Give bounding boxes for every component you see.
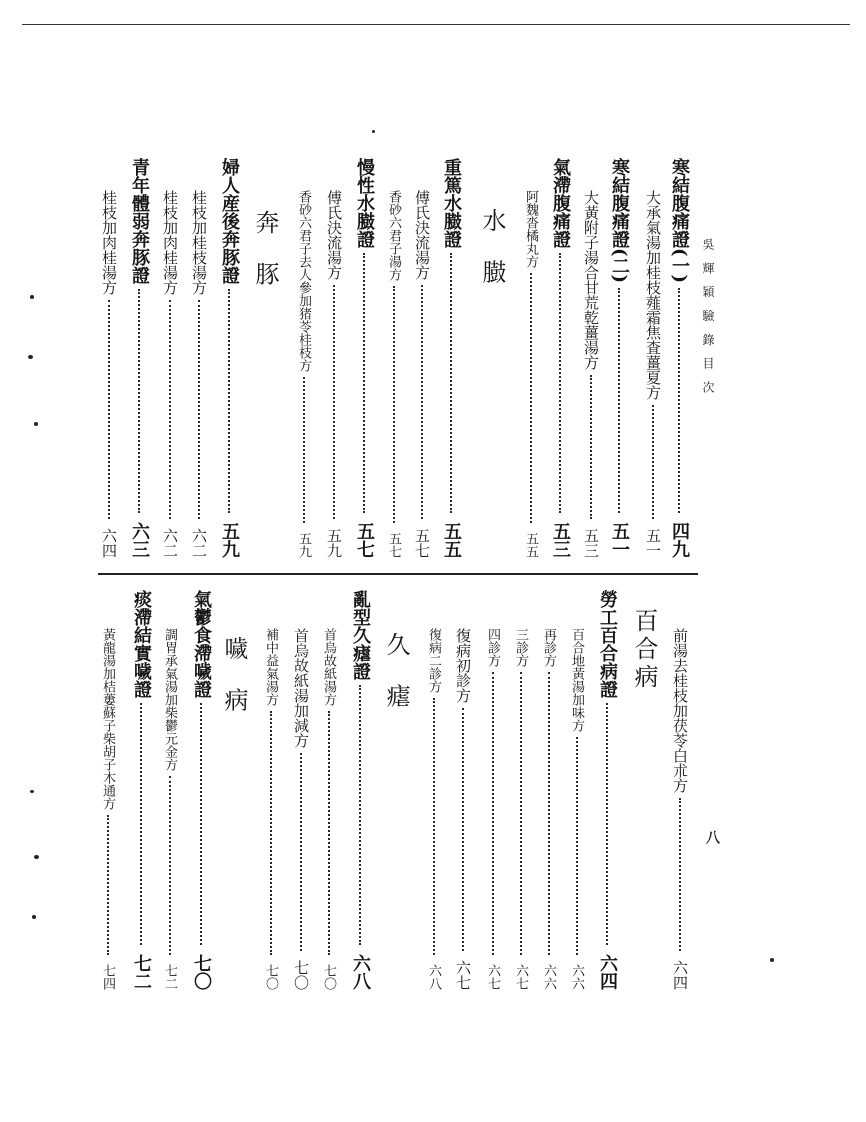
entry-page: 四九 (669, 522, 690, 558)
dot-leader (107, 815, 109, 955)
toc-entry[interactable] (130, 158, 148, 558)
entry-title: 慢性水臌證 (354, 158, 375, 248)
entry-title: 前湯去桂枝加茯苓白朮方 (671, 628, 689, 793)
toc-entry[interactable] (414, 190, 429, 558)
entry-title: 桂枝加肉桂湯方 (100, 190, 118, 295)
dot-leader (492, 672, 494, 955)
entry-title: 香砂六君子去人參加猪苓桂枝方 (296, 190, 311, 372)
entry-title: 氣滯腹痛證 (550, 158, 571, 248)
entry-title: 復病初診方 (454, 628, 472, 703)
dot-leader (303, 377, 305, 523)
entry-title: 痰滯結實噦證 (131, 590, 152, 698)
entry-page: 五三 (550, 522, 571, 558)
entry-page: 六三 (129, 522, 150, 558)
scan-speck (372, 130, 375, 133)
running-header-title: 吳 輝 穎 驗 錄 目 次 (701, 238, 715, 397)
scan-speck (30, 295, 34, 299)
toc-entry[interactable] (598, 590, 616, 990)
toc-entry[interactable] (101, 190, 116, 558)
entry-page: 六八 (426, 964, 441, 990)
scan-speck (30, 790, 34, 793)
dot-leader (462, 708, 464, 951)
entry-page: 六六 (569, 964, 584, 990)
entry-page: 七四 (100, 964, 115, 990)
entry-title: 黃龍湯加桔蔞蘇子柴胡子木通方 (100, 628, 115, 810)
toc-entry[interactable] (293, 628, 308, 990)
section-heading: 噦 病 (220, 636, 248, 722)
entry-title: 傅氏決流湯方 (413, 190, 431, 280)
entry-page: 五九 (296, 532, 311, 558)
entry-title: 四診方 (485, 628, 500, 667)
toc-entry[interactable] (163, 628, 176, 990)
toc-entry[interactable] (387, 190, 400, 558)
dot-leader (530, 273, 532, 523)
toc-entry[interactable] (101, 628, 114, 990)
dot-leader (393, 286, 395, 523)
toc-entry[interactable] (442, 158, 460, 558)
entry-title: 百合地黃湯加味方 (569, 628, 584, 732)
toc-entry[interactable] (514, 628, 527, 990)
toc-entry[interactable] (192, 590, 210, 990)
entry-title: 首烏故紙湯方 (321, 628, 336, 706)
toc-entry[interactable] (351, 590, 369, 990)
scan-speck (28, 355, 33, 359)
toc-entry[interactable] (326, 190, 341, 558)
toc-entry[interactable] (220, 158, 238, 558)
entry-page: 七〇 (263, 964, 278, 990)
toc-entry[interactable] (610, 158, 628, 558)
entry-title: 桂枝加桂枝湯方 (190, 190, 208, 295)
dot-leader (359, 685, 361, 945)
entry-page: 六四 (671, 960, 689, 990)
entry-title: 復病二診方 (426, 628, 441, 693)
dot-leader (198, 300, 200, 519)
entry-title: 桂枝加肉桂湯方 (161, 190, 179, 295)
entry-title: 阿魏沓橘丸方 (523, 190, 538, 268)
scan-speck (34, 422, 38, 426)
toc-entry[interactable] (583, 190, 598, 558)
scan-speck (770, 958, 774, 962)
dot-leader (333, 285, 335, 519)
toc-entry[interactable] (645, 190, 660, 558)
scan-speck (34, 855, 39, 859)
dot-leader (548, 672, 550, 955)
entry-title: 大黃附子湯合甘荒乾薑湯方 (582, 190, 600, 370)
entry-page: 七二 (131, 954, 152, 990)
entry-page: 六四 (100, 528, 118, 558)
entry-page: 五七 (413, 528, 431, 558)
toc-entry[interactable] (132, 590, 150, 990)
toc-entry[interactable] (670, 158, 688, 558)
entry-title: 補中益氣湯方 (263, 628, 278, 706)
toc-entry[interactable] (162, 190, 177, 558)
dot-leader (433, 698, 435, 955)
entry-page: 五七 (354, 522, 375, 558)
dot-leader (108, 300, 110, 519)
entry-title: 大承氣湯加桂枝薤霜焦査薑夏方 (644, 190, 662, 400)
toc-entry[interactable] (455, 628, 470, 990)
entry-page: 五三 (582, 528, 600, 558)
dot-leader (618, 288, 620, 513)
dot-leader (138, 289, 140, 513)
dot-leader (328, 711, 330, 955)
dot-leader (169, 776, 171, 955)
entry-page: 五五 (441, 522, 462, 558)
entry-page: 七〇 (191, 954, 212, 990)
dot-leader (678, 288, 680, 513)
dot-leader (559, 253, 561, 513)
toc-entry[interactable] (542, 628, 555, 990)
entry-page: 六四 (597, 954, 618, 990)
entry-page: 七二 (162, 964, 177, 990)
entry-page: 六二 (190, 528, 208, 558)
toc-entry[interactable] (551, 158, 569, 558)
dot-leader (679, 798, 681, 951)
dot-leader (652, 405, 654, 519)
entry-title: 三診方 (513, 628, 528, 667)
entry-title: 氣鬱食滯噦證 (191, 590, 212, 698)
entry-page: 六八 (350, 954, 371, 990)
entry-page: 六七 (485, 964, 500, 990)
section-heading: 百合病 (630, 608, 658, 692)
entry-title: 寒結腹痛證(二) (609, 158, 630, 284)
dot-leader (270, 711, 272, 955)
entry-page: 六二 (161, 528, 179, 558)
entry-page: 五九 (325, 528, 343, 558)
dot-leader (450, 253, 452, 513)
entry-page: 五一 (609, 522, 630, 558)
toc-entry[interactable] (486, 628, 499, 990)
section-heading: 水 臌 (478, 208, 506, 294)
toc-entry[interactable] (322, 628, 335, 990)
entry-page: 五七 (386, 532, 401, 558)
middle-rule (98, 573, 698, 575)
entry-title: 傅氏決流湯方 (325, 190, 343, 280)
dot-leader (169, 300, 171, 519)
toc-entry[interactable] (191, 190, 206, 558)
entry-page: 七〇 (292, 960, 310, 990)
page-number: 八 (704, 830, 720, 844)
dot-leader (590, 375, 592, 519)
entry-title: 香砂六君子湯方 (386, 190, 401, 281)
entry-title: 婦人産後奔豚證 (219, 158, 240, 284)
entry-page: 五一 (644, 528, 662, 558)
dot-leader (228, 289, 230, 513)
dot-leader (140, 703, 142, 945)
entry-title: 亂型久瘧證 (350, 590, 371, 680)
entry-page: 五九 (219, 522, 240, 558)
dot-leader (363, 253, 365, 513)
section-heading: 奔 豚 (251, 210, 279, 296)
entry-title: 青年體弱奔豚證 (129, 158, 150, 284)
entry-title: 調胃承氣湯加柴鬱元金方 (162, 628, 177, 771)
dot-leader (200, 703, 202, 945)
entry-title: 勞工百合病證 (597, 590, 618, 698)
entry-title: 寒結腹痛證(一) (669, 158, 690, 284)
toc-entry[interactable] (355, 158, 373, 558)
toc-entry[interactable] (297, 190, 310, 558)
section-heading: 久 瘧 (382, 632, 410, 718)
toc-entry[interactable] (427, 628, 440, 990)
scan-speck (32, 915, 36, 919)
dot-leader (520, 672, 522, 955)
entry-page: 五五 (523, 532, 538, 558)
toc-entry[interactable] (570, 628, 583, 990)
dot-leader (606, 703, 608, 945)
top-rule (22, 24, 850, 25)
toc-entry[interactable] (524, 190, 537, 558)
toc-entry[interactable] (672, 628, 687, 990)
toc-entry[interactable] (264, 628, 277, 990)
entry-page: 六六 (541, 964, 556, 990)
entry-page: 六七 (513, 964, 528, 990)
dot-leader (300, 753, 302, 951)
entry-page: 七〇 (321, 964, 336, 990)
dot-leader (421, 285, 423, 519)
entry-page: 六七 (454, 960, 472, 990)
entry-title: 再診方 (541, 628, 556, 667)
entry-title: 重篤水臌證 (441, 158, 462, 248)
entry-title: 首烏故紙湯加減方 (292, 628, 310, 748)
dot-leader (576, 737, 578, 955)
